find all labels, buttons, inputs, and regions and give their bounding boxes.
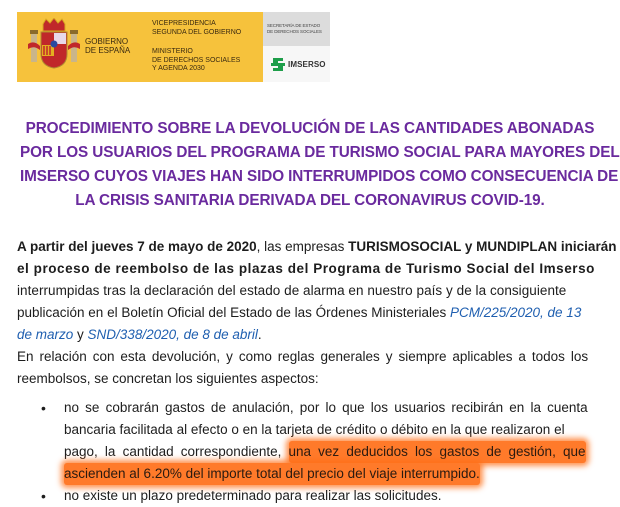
list-item: • no existe un plazo predeterminado para realizar las solicitudes. xyxy=(0,485,620,507)
imserso-block xyxy=(263,12,330,82)
rules-paragraph: En relación con esta devolución, y como reglas generales y siempre aplicables a todos los reembolsos, se concretan los siguientes aspectos: xyxy=(17,349,589,386)
pcm-order-link-cont[interactable]: de marzo xyxy=(17,327,74,342)
coat-of-arms-icon xyxy=(28,18,80,70)
intro-paragraph: A partir del jueves 7 de mayo de 2020 , las empresas TURISMOSOCIAL y MUNDIPLAN iniciarán el proceso de reembolso de las plazas del Programa de Turismo Social del Imserso interrumpidas tras la declaración del estado de alarma en nuestro país y de la consiguiente publicación en el Boletín Oficial del Estado de las Órdenes Ministeriales PCM/225/2020, de 13 de marzo y SND/338/2020, de 8 de abril . xyxy=(17,236,603,346)
bullet-icon: • xyxy=(41,488,46,504)
document-title: PROCEDIMIENTO SOBRE LA DEVOLUCIÓN DE LAS CANTIDADES ABONADAS POR LOS USUARIOS DEL PROGRAMA DE TURISMO SOCIAL PARA MAYORES DEL IMSERSO CUYOS VIAJES HAN SIDO INTERRUMPIDOS COMO CONSECUENCIA DE LA CRISIS SANITARIA DERIVADA DEL CORONAVIRUS COVID-19. xyxy=(20,120,620,209)
secretaria-label: SECRETARÍA DE ESTADO DE DERECHOS SOCIALES xyxy=(263,12,330,46)
ministerio-label: MINISTERIO DE DERECHOS SOCIALES Y AGENDA 2030 xyxy=(152,48,241,72)
list-item: • no se cobrarán gastos de anulación, por lo que los usuarios recibirán en la cuenta bancaria facilitada al efecto o en la tarjeta de crédito o débito en la que realizaron el pago, la cantidad correspondiente, una vez deducidos los gastos de gestión, que ascienden al 6.20% del importe total del precio del viaje interrumpido. xyxy=(0,397,620,485)
highlighted-text: ascienden al 6.20% del importe total del precio del viaje interrumpido. xyxy=(64,463,480,485)
imserso-logo xyxy=(263,46,330,82)
government-header-banner xyxy=(17,12,330,82)
gobierno-espana-label: GOBIERNO DE ESPAÑA xyxy=(85,37,131,55)
imserso-logo-icon xyxy=(271,58,285,71)
imserso-label: IMSERSO xyxy=(288,59,326,69)
vicepresidencia-label: VICEPRESIDENCIA SEGUNDA DEL GOBIERNO xyxy=(152,20,242,36)
snd-order-link[interactable]: SND/338/2020, de 8 de abril xyxy=(87,327,258,342)
highlighted-text: una vez deducidos los gastos de gestión, que xyxy=(289,441,586,463)
bullet-icon: • xyxy=(41,400,46,416)
rules-list xyxy=(0,397,620,507)
gobierno-espana-block xyxy=(17,12,263,82)
pcm-order-link[interactable]: PCM/225/2020, de 13 xyxy=(449,305,582,320)
